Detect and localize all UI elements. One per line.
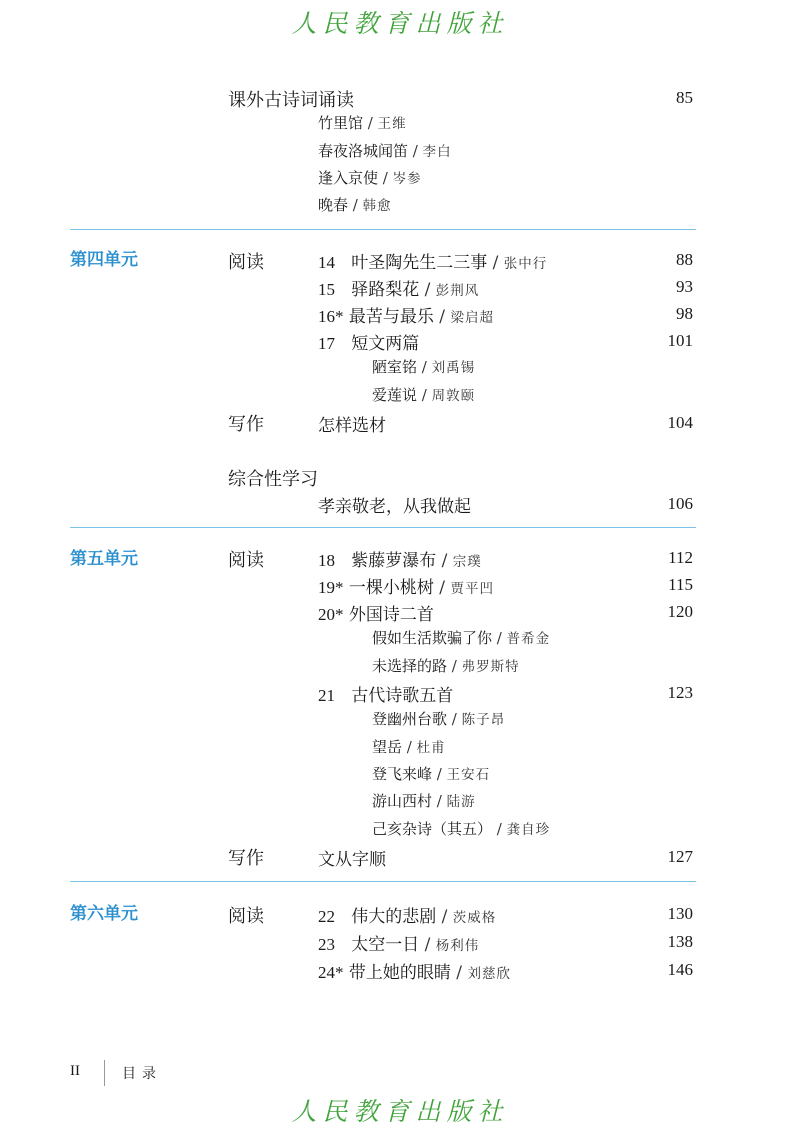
sub-item[interactable]: 登幽州台歌 / 陈子昂 [372, 710, 506, 728]
sub-item[interactable]: 未选择的路 / 弗罗斯特 [372, 657, 520, 675]
lesson-20-page: 120 [667, 602, 693, 621]
publisher-logo-top: 人民教育出版社 [291, 9, 509, 38]
lesson-23[interactable]: 23 太空一日 / 杨利伟 [318, 935, 480, 955]
sub-item[interactable]: 登飞来峰 / 王安石 [372, 765, 491, 783]
lesson-15[interactable]: 15 驿路梨花 / 彭荆风 [318, 280, 480, 300]
unit6-reading-label: 阅读 [228, 906, 264, 927]
lesson-23-page: 138 [667, 932, 693, 951]
lesson-22[interactable]: 22 伟大的悲剧 / 茨威格 [318, 907, 497, 927]
unit-divider [70, 527, 696, 528]
unit4-heading: 第四单元 [70, 250, 138, 270]
footer-divider [104, 1060, 105, 1086]
poem-title: 逢入京使 [318, 169, 379, 187]
lesson-24[interactable]: 24* 带上她的眼睛 / 刘慈欣 [318, 963, 511, 983]
poem-item[interactable]: 逢入京使 / 岑参 [318, 169, 422, 187]
poem-title: 晚春 [318, 196, 349, 214]
poem-author: 岑参 [392, 171, 422, 187]
lesson-14-page: 88 [676, 250, 693, 269]
poem-author: 王维 [377, 116, 407, 132]
unit5-writing-label: 写作 [228, 848, 264, 869]
poem-author: 韩愈 [362, 198, 392, 214]
unit6-heading: 第六单元 [70, 904, 138, 924]
poem-author: 李白 [422, 144, 452, 160]
sub-item[interactable]: 望岳 / 杜甫 [372, 738, 446, 756]
footer-page-number: II [70, 1063, 80, 1079]
lesson-17[interactable]: 17 短文两篇 [318, 334, 420, 354]
lesson-19[interactable]: 19* 一棵小桃树 / 贾平凹 [318, 578, 494, 598]
unit4-comp-label: 综合性学习 [228, 469, 318, 490]
unit4-writing-title[interactable]: 怎样选材 [318, 416, 386, 436]
sub-item[interactable]: 游山西村 / 陆游 [372, 792, 476, 810]
unit4-writing-page: 104 [667, 413, 693, 432]
poem-title: 竹里馆 [318, 114, 364, 132]
unit4-writing-label: 写作 [228, 414, 264, 435]
lesson-16-page: 98 [676, 304, 693, 323]
unit-divider [70, 229, 696, 230]
poem-title: 春夜洛城闻笛 [318, 142, 409, 160]
unit5-reading-label: 阅读 [228, 550, 264, 571]
poem-item[interactable]: 晚春 / 韩愈 [318, 196, 392, 214]
poem-item[interactable]: 春夜洛城闻笛 / 李白 [318, 142, 452, 160]
lesson-15-page: 93 [676, 277, 693, 296]
unit5-writing-title[interactable]: 文从字顺 [318, 850, 386, 870]
lesson-24-page: 146 [667, 960, 693, 979]
lesson-21[interactable]: 21 古代诗歌五首 [318, 686, 454, 706]
lesson-22-page: 130 [667, 904, 693, 923]
unit5-heading: 第五单元 [70, 549, 138, 569]
lesson-17-page: 101 [667, 331, 693, 350]
unit4-comp-title[interactable]: 孝亲敬老，从我做起 [318, 497, 471, 517]
sub-item[interactable]: 己亥杂诗（其五） / 龚自珍 [372, 820, 551, 838]
extra-section-title[interactable]: 课外古诗词诵读 [228, 90, 354, 111]
sub-item[interactable]: 爱莲说 / 周敦颐 [372, 386, 476, 404]
unit5-writing-page: 127 [667, 847, 693, 866]
sub-item[interactable]: 陋室铭 / 刘禹锡 [372, 358, 476, 376]
extra-page: 85 [676, 88, 693, 107]
lesson-18[interactable]: 18 紫藤萝瀑布 / 宗璞 [318, 551, 482, 571]
lesson-21-page: 123 [667, 683, 693, 702]
lesson-16[interactable]: 16* 最苦与最乐 / 梁启超 [318, 307, 494, 327]
poem-item[interactable]: 竹里馆 / 王维 [318, 114, 407, 132]
unit-divider [70, 881, 696, 882]
footer-label: 目录 [122, 1066, 162, 1082]
lesson-14[interactable]: 14 叶圣陶先生二三事 / 张中行 [318, 253, 548, 273]
lesson-19-page: 115 [668, 575, 693, 594]
lesson-18-page: 112 [668, 548, 693, 567]
sub-item[interactable]: 假如生活欺骗了你 / 普希金 [372, 629, 551, 647]
unit4-reading-label: 阅读 [228, 252, 264, 273]
lesson-20[interactable]: 20* 外国诗二首 [318, 605, 434, 625]
publisher-logo-bottom: 人民教育出版社 [291, 1097, 509, 1126]
unit4-comp-page: 106 [667, 494, 693, 513]
